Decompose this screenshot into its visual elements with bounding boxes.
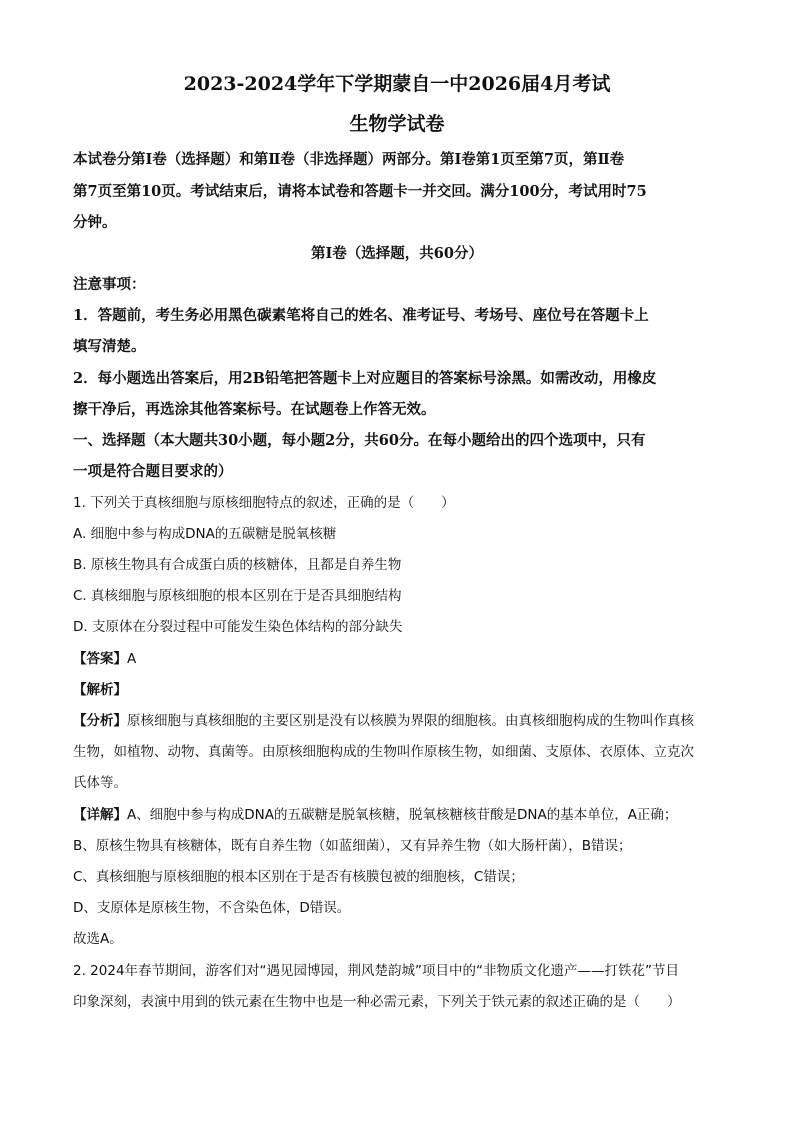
- detail-tag: 【详解】: [73, 807, 127, 823]
- question-1-option-d: D. 支原体在分裂过程中可能发生染色体结构的部分缺失: [73, 619, 403, 635]
- question-1-answer: [73, 649, 136, 669]
- question-1-detail-line-4: D、支原体是原核生物，不含染色体，D错误。: [73, 900, 351, 916]
- answer-value: A: [127, 651, 137, 667]
- question-1-conclusion: 故选A。: [73, 931, 123, 947]
- question-1-detail-line-1: [73, 805, 677, 825]
- question-1-analysis-heading: [73, 680, 127, 700]
- question-1-detail-line-3: C、真核细胞与原核细胞的根本区别在于是否有核膜包被的细胞核，C错误；: [73, 869, 524, 885]
- note-1-line-1: 1．答题前，考生务必用黑色碳素笔将自己的姓名、准考证号、考场号、座位号在答题卡上: [73, 307, 649, 324]
- question-1-option-c: C. 真核细胞与原核细胞的根本区别在于是否具细胞结构: [73, 588, 402, 604]
- question-1-option-a: A. 细胞中参与构成DNA的五碳糖是脱氧核糖: [73, 526, 337, 542]
- intro-line-1: 本试卷分第Ⅰ卷（选择题）和第Ⅱ卷（非选择题）两部分。第Ⅰ卷第1页至第7页，第Ⅱ卷: [73, 151, 625, 168]
- part-heading-line-2: 一项是符合题目要求的）: [73, 463, 233, 480]
- question-1-fenxi-line-1: [73, 711, 694, 731]
- analysis-tag: 【解析】: [73, 682, 127, 698]
- question-2-line-2: 印象深刻，表演中用到的铁元素在生物中也是一种必需元素，下列关于铁元素的叙述正确的是（ ）: [73, 994, 681, 1010]
- question-1-fenxi-line-3: 氏体等。: [73, 775, 127, 791]
- question-1-option-b: B. 原核生物具有合成蛋白质的核糖体，且都是自养生物: [73, 557, 402, 573]
- question-2-line-1: 2. 2024年春节期间，游客们对“遇见园博园，荆风楚韵城”项目中的“非物质文化遗产——打铁花”节目: [73, 963, 680, 979]
- section-heading: 第Ⅰ卷（选择题，共60分）: [311, 245, 483, 262]
- part-heading-line-1: 一、选择题（本大题共30小题，每小题2分，共60分。在每小题给出的四个选项中，只有: [73, 432, 646, 449]
- notes-heading: 注意事项：: [73, 276, 146, 293]
- note-1-line-2: 填写清楚。: [73, 338, 146, 355]
- note-2-line-2: 擦干净后，再选涂其他答案标号。在试题卷上作答无效。: [73, 401, 436, 418]
- intro-line-3: 分钟。: [73, 214, 117, 231]
- detail-text-1: A、细胞中参与构成DNA的五碳糖是脱氧核糖，脱氧核糖核苷酸是DNA的基本单位，A正确；: [127, 807, 678, 823]
- fenxi-text-1: 原核细胞与真核细胞的主要区别是没有以核膜为界限的细胞核。由真核细胞构成的生物叫作真核: [127, 713, 694, 729]
- question-1-fenxi-line-2: 生物，如植物、动物、真菌等。由原核细胞构成的生物叫作原核生物，如细菌、支原体、衣原体、立克次: [73, 744, 694, 760]
- note-2-line-1: 2．每小题选出答案后，用2B铅笔把答题卡上对应题目的答案标号涂黑。如需改动，用橡皮: [73, 370, 657, 387]
- exam-title: 2023-2024学年下学期蒙自一中2026届4月考试: [183, 73, 611, 95]
- question-1-detail-line-2: B、原核生物具有核糖体，既有自养生物（如蓝细菌），又有异养生物（如大肠杆菌），B错误；: [73, 838, 632, 854]
- question-1-stem: 1. 下列关于真核细胞与原核细胞特点的叙述，正确的是（ ）: [73, 495, 455, 511]
- fenxi-tag: 【分析】: [73, 713, 127, 729]
- intro-line-2: 第7页至第10页。考试结束后，请将本试卷和答题卡一并交回。满分100分，考试用时75: [73, 183, 647, 200]
- answer-tag: 【答案】: [73, 651, 127, 667]
- exam-subtitle: 生物学试卷: [349, 113, 445, 135]
